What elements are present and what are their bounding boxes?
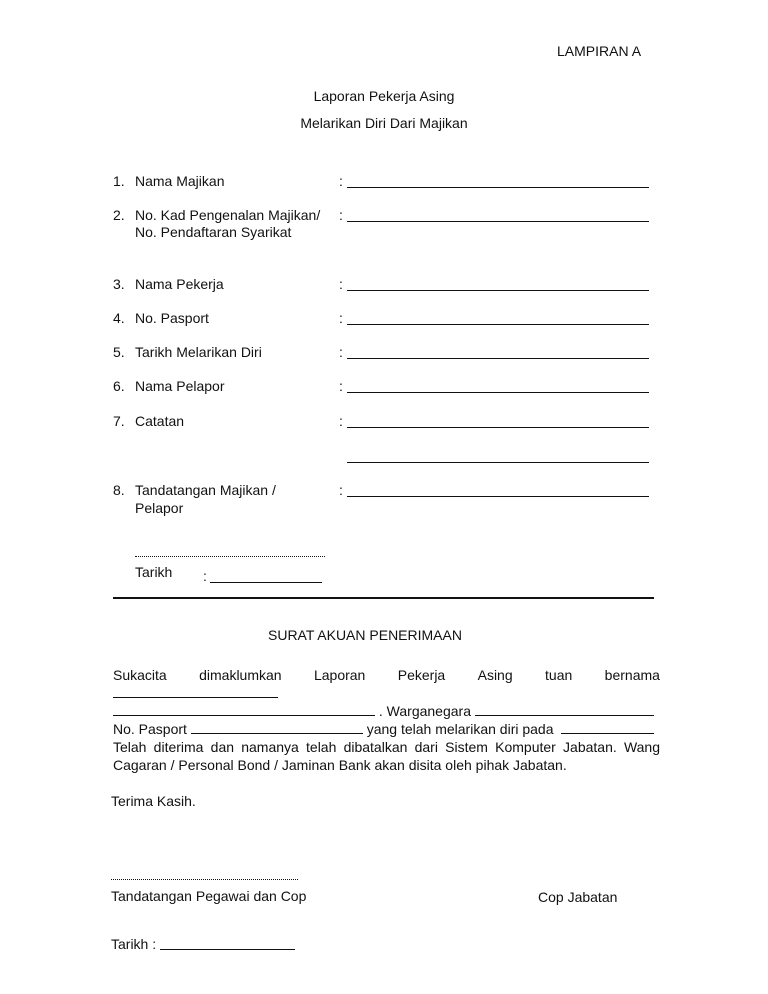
date-label: Tarikh <box>135 564 173 580</box>
item-number: 8. <box>113 482 125 498</box>
item-number: 7. <box>113 413 125 429</box>
title-line-2: Melarikan Diri Dari Majikan <box>300 115 468 131</box>
blank-line-ack-date[interactable] <box>160 949 295 950</box>
blank-line-nama-pelapor[interactable] <box>347 392 649 393</box>
item-number: 4. <box>113 310 125 326</box>
officer-signature-label: Tandatangan Pegawai dan Cop <box>111 888 307 904</box>
item-number: 2. <box>113 207 125 223</box>
item-colon: : <box>339 207 343 223</box>
item-number: 6. <box>113 378 125 394</box>
dot-separator: . <box>378 703 383 719</box>
item-label: Nama Majikan <box>135 173 225 189</box>
item-colon: : <box>339 413 343 429</box>
blank-line-kad-pengenalan[interactable] <box>347 221 649 222</box>
item-colon: : <box>339 344 343 360</box>
item-number: 1. <box>113 173 125 189</box>
blank-line-nama-pekerja[interactable] <box>347 290 649 291</box>
date-colon: : <box>203 568 207 584</box>
item-number: 5. <box>113 344 125 360</box>
ack-line-5: Cagaran / Personal Bond / Jaminan Bank akan disita oleh pihak Jabatan. <box>113 757 567 773</box>
thanks-text: Terima Kasih. <box>111 793 196 809</box>
item-colon: : <box>339 482 343 498</box>
yang-telah-text: yang telah melarikan diri pada <box>366 721 554 737</box>
blank-line-tarikh-lari-ack[interactable] <box>561 721 654 734</box>
warganegara-label: Warganegara <box>386 703 471 719</box>
item-label: Tarikh Melarikan Diri <box>135 344 262 360</box>
blank-line-tarikh-melarikan[interactable] <box>347 358 649 359</box>
blank-line-nama-cont[interactable] <box>113 703 375 716</box>
appendix-label: LAMPIRAN A <box>557 43 642 59</box>
ack-date-label: Tarikh : <box>111 936 157 952</box>
blank-line-catatan-2[interactable] <box>347 462 649 463</box>
blank-line-tandatangan[interactable] <box>347 496 649 497</box>
blank-line-warganegara[interactable] <box>475 703 654 716</box>
section-divider <box>113 597 654 599</box>
item-label: Tandatangan Majikan / <box>135 482 276 498</box>
item-colon: : <box>339 173 343 189</box>
word: Pekerja <box>397 667 446 683</box>
acknowledgement-heading: SURAT AKUAN PENERIMAAN <box>268 627 462 643</box>
item-label: Nama Pelapor <box>135 378 225 394</box>
item-colon: : <box>339 310 343 326</box>
item-label-2: No. Pendaftaran Syarikat <box>135 224 292 240</box>
blank-line-nama-majikan[interactable] <box>347 187 649 188</box>
word: Sukacita <box>113 667 167 683</box>
item-colon: : <box>339 378 343 394</box>
blank-line-nama-pekerja-ack[interactable] <box>113 697 278 698</box>
item-label: No. Pasport <box>135 310 209 326</box>
item-label: No. Kad Pengenalan Majikan/ <box>135 207 321 223</box>
item-number: 3. <box>113 276 125 292</box>
item-label: Catatan <box>135 413 185 429</box>
blank-line-tarikh[interactable] <box>210 582 322 583</box>
department-stamp-label: Cop Jabatan <box>538 889 618 905</box>
ack-line-2 <box>113 702 660 720</box>
word: dimaklumkan <box>199 667 282 683</box>
signature-dotted-line[interactable] <box>135 556 325 557</box>
blank-line-catatan[interactable] <box>347 427 649 428</box>
word: bernama <box>604 667 660 683</box>
no-pasport-label: No. Pasport <box>113 721 187 737</box>
item-label-2: Pelapor <box>135 500 184 516</box>
blank-line-pasport-ack[interactable] <box>191 721 363 734</box>
word: Laporan <box>313 667 366 683</box>
item-label: Nama Pekerja <box>135 276 224 292</box>
ack-line-4: Telah diterima dan namanya telah dibatalkan dari Sistem Komputer Jabatan. Wang <box>113 739 660 755</box>
ack-line-3 <box>113 720 660 738</box>
officer-signature-dotted-line[interactable] <box>111 879 298 880</box>
word: tuan <box>545 667 573 683</box>
blank-line-no-pasport[interactable] <box>347 324 649 325</box>
title-line-1: Laporan Pekerja Asing <box>313 88 455 104</box>
item-colon: : <box>339 276 343 292</box>
word: Asing <box>477 667 513 683</box>
ack-line-1 <box>113 666 660 684</box>
